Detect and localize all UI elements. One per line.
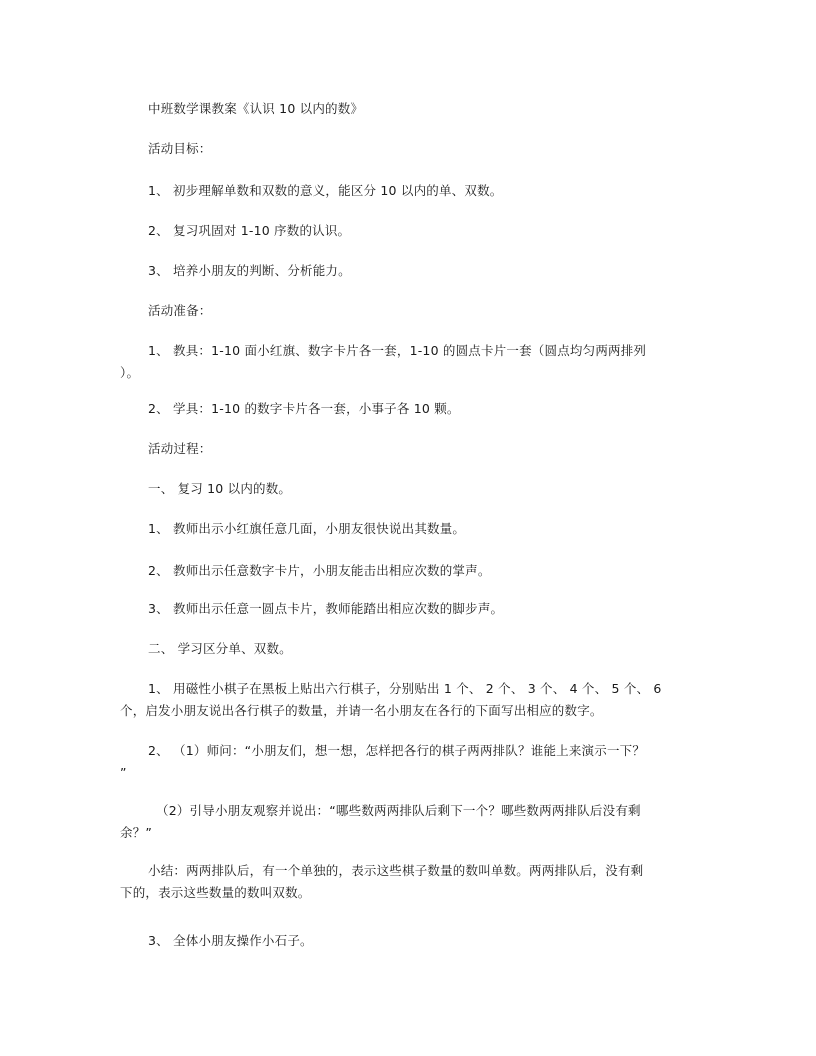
summary-line-2: 下的，表示这些数量的数叫双数。 (120, 885, 311, 900)
goal-item-1: 1、 初步理解单数和双数的意义，能区分 10 以内的单、双数。 (148, 183, 503, 198)
section-2-item-1 (120, 678, 700, 722)
section-1-item-3: 3、 教师出示任意一圆点卡片，教师能踏出相应次数的脚步声。 (148, 601, 504, 616)
section-2-item-1-line-2: 个，启发小朋友说出各行棋子的数量，并请一名小朋友在各行的下面写出相应的数字。 (120, 703, 603, 718)
section-2-item-2-line-1: 2、 （1）师问：“小朋友们，想一想，怎样把各行的棋子两两排队？谁能上来演示一下？ (148, 743, 646, 758)
section-2-item-1-line-1: 1、 用磁性小棋子在黑板上贴出六行棋子，分别贴出 1 个、 2 个、 3 个、 4 个、 5 个、 6 (148, 681, 662, 696)
summary-line-1: 小结：两两排队后，有一个单独的，表示这些棋子数量的数叫单数。两两排队后，没有剩 (148, 863, 644, 878)
section-2-item-3: 3、 全体小朋友操作小石子。 (148, 933, 313, 948)
section-1-item-1: 1、 教师出示小红旗任意几面，小朋友很快说出其数量。 (148, 521, 466, 536)
section-2-item-2b-line-2: 余？” (120, 825, 153, 840)
goal-item-3: 3、 培养小朋友的判断、分析能力。 (148, 263, 351, 278)
summary-paragraph (120, 860, 700, 904)
section-2-item-2b-line-1: （2）引导小朋友观察并说出：“哪些数两两排队后剩下一个？哪些数两两排队后没有剩 (156, 803, 641, 818)
section-2-item-2 (120, 740, 700, 784)
prep-item-1 (120, 340, 700, 384)
prep-heading: 活动准备： (148, 303, 212, 318)
process-heading: 活动过程： (148, 441, 212, 456)
section-2-item-2-line-2: ” (120, 765, 127, 780)
goals-heading: 活动目标： (148, 141, 212, 156)
prep-item-1-line-1: 1、 教具：1-10 面小红旗、数字卡片各一套，1-10 的圆点卡片一套（圆点均匀两两排列 (148, 343, 647, 358)
section-2-heading: 二、 学习区分单、双数。 (148, 641, 292, 656)
prep-item-1-line-2: ）。 (120, 365, 140, 380)
prep-item-2: 2、 学具：1-10 的数字卡片各一套，小事子各 10 颗。 (148, 401, 460, 416)
document-title: 中班数学课教案《认识 10 以内的数》 (148, 101, 364, 116)
section-2-item-2b (120, 800, 700, 844)
section-1-item-2: 2、 教师出示任意数字卡片，小朋友能击出相应次数的掌声。 (148, 563, 491, 578)
section-1-heading: 一、 复习 10 以内的数。 (148, 481, 292, 496)
goal-item-2: 2、 复习巩固对 1-10 序数的认识。 (148, 223, 351, 238)
